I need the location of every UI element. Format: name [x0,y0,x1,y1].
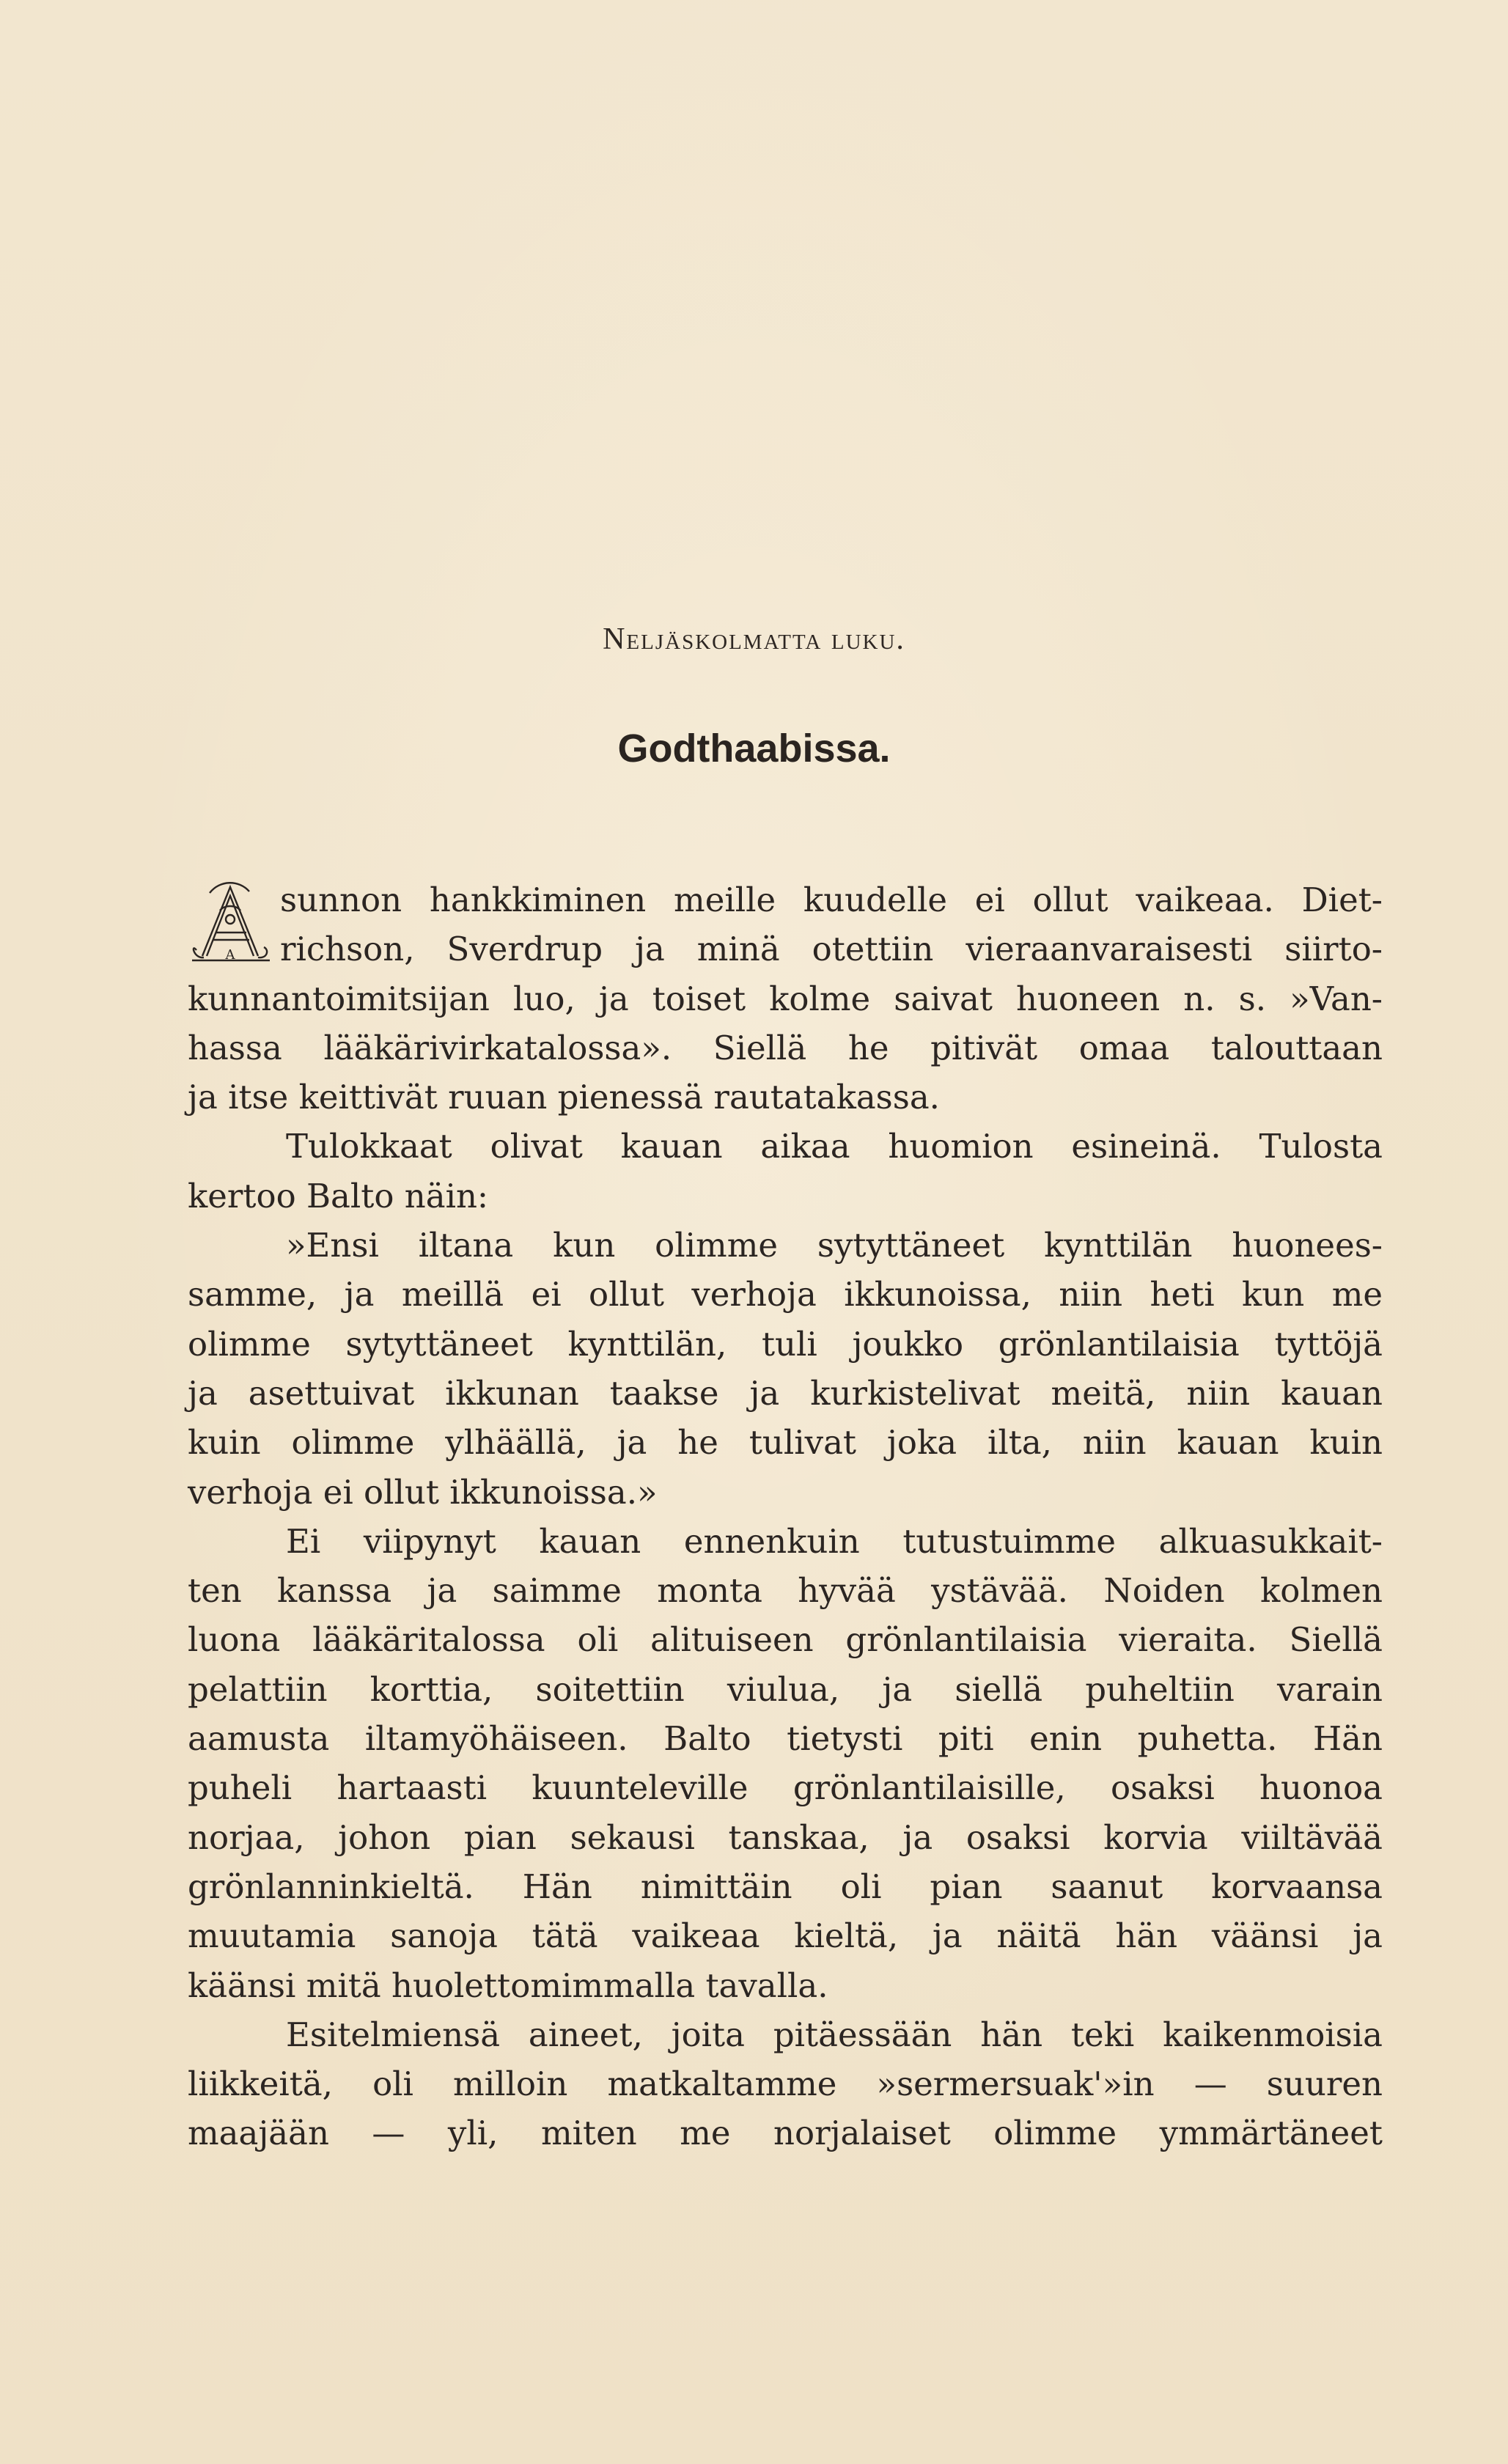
text-line: hassa lääkärivirkatalossa». Siellä he pitivät omaa talouttaan [188,1028,1383,1067]
text-line: grönlanninkieltä. Hän nimittäin oli pian saanut korvaansa [188,1867,1383,1906]
text-line: richson, Sverdrup ja minä otettiin vieraanvaraisesti siirto- [280,930,1383,969]
paragraph-1-text [188,875,1383,974]
paragraph-5-first [188,2010,1383,2059]
paragraph-5-last-visible [188,2108,1383,2158]
paragraph-1-cont [188,974,1383,1073]
text-line: olimme sytyttäneet kynttilän, tuli joukko grönlantilaisia tyttöjä [188,1324,1383,1364]
paragraph-2 [188,1122,1383,1221]
text-line: ten kanssa ja saimme monta hyvää ystävää. Noiden kolmen [188,1571,1383,1611]
paragraph-3-first [188,1221,1383,1270]
text-line: ja asettuivat ikkunan taakse ja kurkistelivat meitä, niin kauan [188,1373,1383,1413]
text-line: käänsi mitä huolettomimmalla tavalla. [188,1965,828,2005]
chapter-heading: Neljäskolmatta luku. [603,622,905,656]
ornamental-dropcap-a [188,877,274,965]
text-line: kertoo Balto näin: [188,1176,489,1216]
paragraph-4 [188,1517,1383,2010]
text-line: Tulokkaat olivat kauan aikaa huomion esineinä. Tulosta [286,1127,1383,1166]
paragraph-3 [188,1221,1383,1517]
text-line: norjaa, johon pian sekausi tanskaa, ja osaksi korvia viiltävää [188,1817,1383,1857]
text-line: kuin olimme ylhäällä, ja he tulivat joka ilta, niin kauan kuin [188,1423,1383,1463]
paragraph-1 [188,875,1383,1122]
paragraph-4-body [188,1566,1383,1960]
paragraph-1-end [188,1073,1383,1122]
text-line: pelattiin korttia, soitettiin viulua, ja siellä puheltiin varain [188,1669,1383,1709]
paragraph-4-end [188,1961,1383,2010]
text-line: Ei viipynyt kauan ennenkuin tutustuimme alkuasukkait- [286,1521,1383,1561]
text-line: luona lääkäritalossa oli alituiseen grönlantilaisia vieraita. Siellä [188,1620,1383,1660]
text-line: ja itse keittivät ruuan pienessä rautatakassa. [188,1078,940,1117]
text-line: muutamia sanoja tätä vaikeaa kieltä, ja näitä hän väänsi ja [188,1916,1383,1956]
text-line: sunnon hankkiminen meille kuudelle ei ollut vaikeaa. Diet- [280,880,1383,919]
paragraph-4-first [188,1517,1383,1566]
text-line: liikkeitä, oli milloin matkaltamme »sermersuak'»in — suuren [188,2064,1383,2104]
text-line: verhoja ei ollut ikkunoissa.» [188,1472,658,1512]
paragraph-5-body [188,2059,1383,2108]
text-line: »Ensi iltana kun olimme sytyttäneet kynttilän huonees- [286,1226,1383,1265]
text-line: samme, ja meillä ei ollut verhoja ikkunoissa, niin heti kun me [188,1275,1383,1314]
paragraph-3-body [188,1270,1383,1467]
text-line: kunnantoimitsijan luo, ja toiset kolme saivat huoneen n. s. »Van- [188,979,1383,1018]
paragraph-2-text [188,1122,1383,1171]
chapter-title: Godthaabissa. [617,727,891,771]
paragraph-3-end [188,1468,1383,1517]
dropcap-letter: A [225,947,235,963]
paragraph-5 [188,2010,1383,2158]
text-line: maajään — yli, miten me norjalaiset olimme ymmärtäneet [188,2114,1383,2153]
text-line: puheli hartaasti kuunteleville grönlantilaisille, osaksi huonoa [188,1768,1383,1808]
dropcap-ornament-icon [188,877,274,965]
body-text [188,875,1383,2158]
text-line: Esitelmiensä aineet, joita pitäessään hän teki kaikenmoisia [286,2015,1383,2054]
paragraph-2-end [188,1172,1383,1221]
text-line: aamusta iltamyöhäiseen. Balto tietysti piti enin puhetta. Hän [188,1719,1383,1759]
